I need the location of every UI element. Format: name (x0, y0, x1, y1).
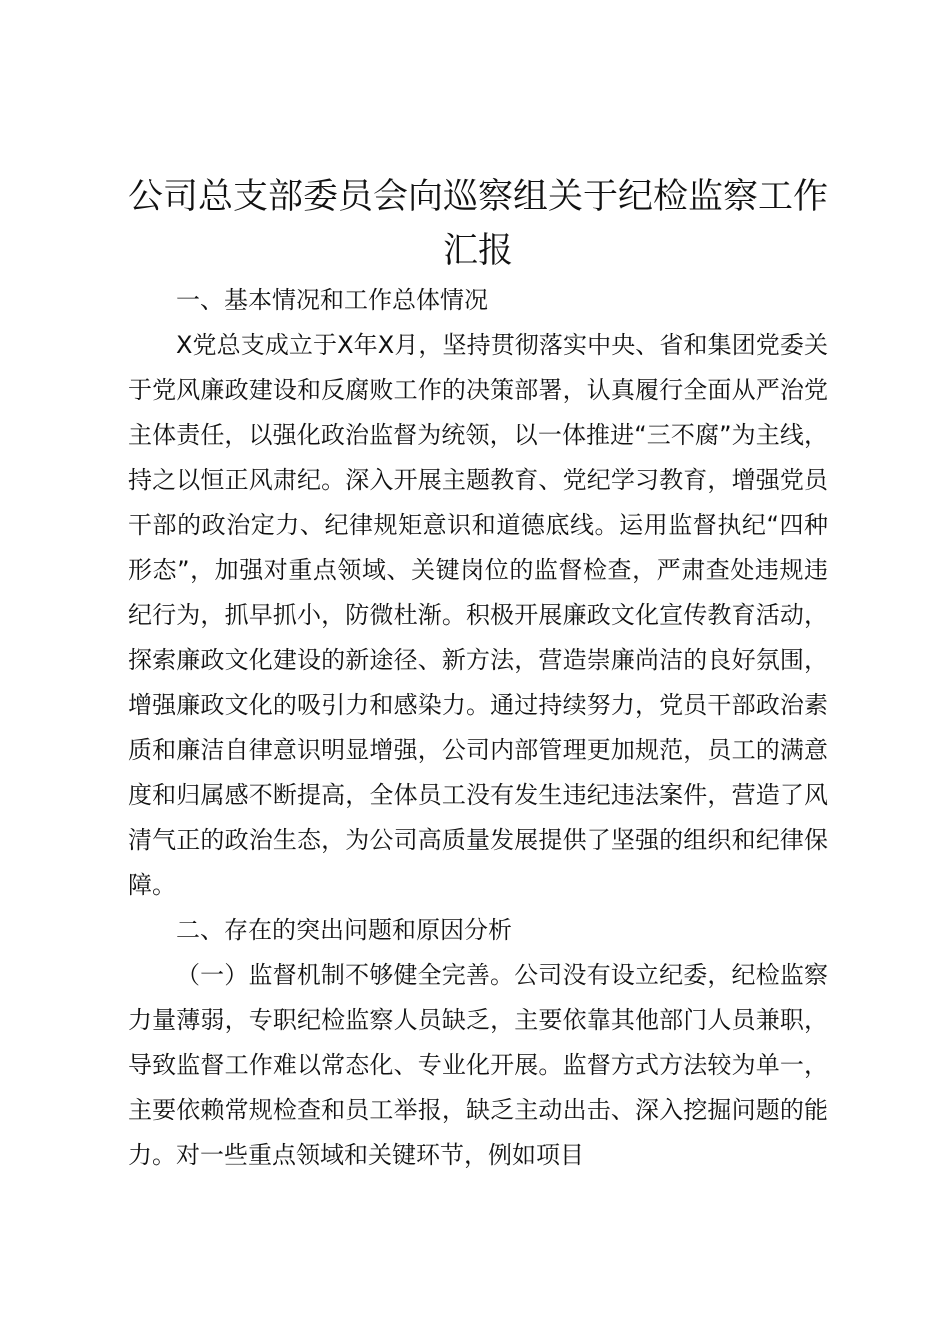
section-1-paragraph-1: X党总支成立于X年X月，坚持贯彻落实中央、省和集团党委关于党风廉政建设和反腐败工作的决策部署，认真履行全面从严治党主体责任，以强化政治监督为统领，以一体推进“三不腐”为主线，持之以恒正风肃纪。深入开展主题教育、党纪学习教育，增强党员干部的政治定力、纪律规矩意识和道德底线。运用监督执纪“四种形态”，加强对重点领域、关键岗位的监督检查，严肃查处违规违纪行为，抓早抓小，防微杜渐。积极开展廉政文化宣传教育活动，探索廉政文化建设的新途径、新方法，营造崇廉尚洁的良好氛围，增强廉政文化的吸引力和感染力。通过持续努力，党员干部政治素质和廉洁自律意识明显增强，公司内部管理更加规范，员工的满意度和归属感不断提高，全体员工没有发生违纪违法案件，营造了风清气正的政治生态，为公司高质量发展提供了坚强的组织和纪律保障。 (128, 331, 828, 899)
section-2-paragraph-1: （一）监督机制不够健全完善。公司没有设立纪委，纪检监察力量薄弱，专职纪检监察人员缺乏，主要依靠其他部门人员兼职，导致监督工作难以常态化、专业化开展。监督方式方法较为单一，主要依赖常规检查和员工举报，缺乏主动出击、深入挖掘问题的能力。对一些重点领域和关键环节，例如项目 (128, 961, 828, 1169)
section-heading-2: 二、存在的突出问题和原因分析 (176, 916, 512, 944)
document-body (128, 170, 828, 1178)
document-title: 公司总支部委员会向巡察组关于纪检监察工作汇报 (128, 177, 829, 271)
section-heading-1: 一、基本情况和工作总体情况 (176, 286, 488, 314)
